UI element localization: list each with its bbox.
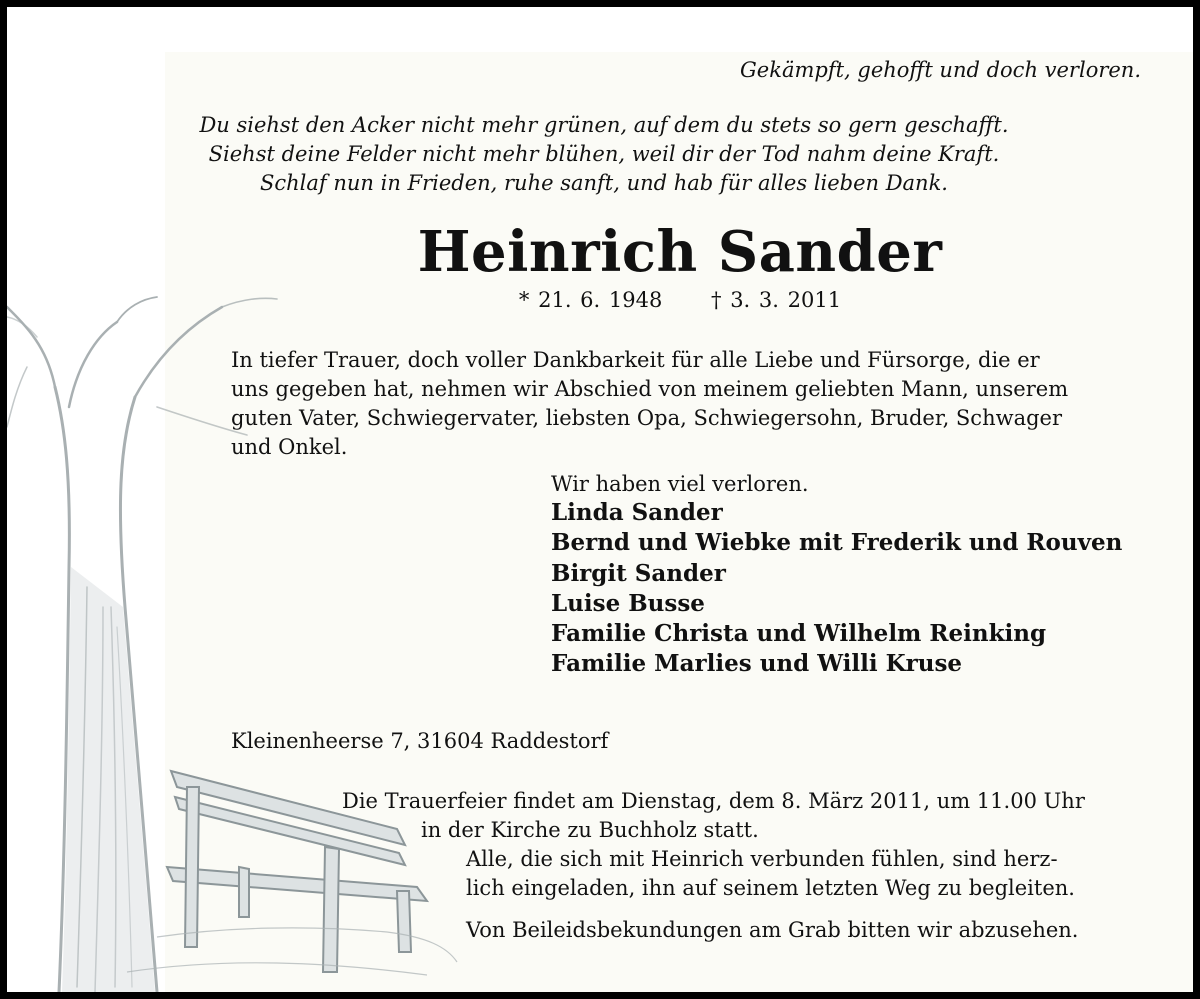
intro-line: und Onkel.: [231, 435, 348, 459]
mourners-list: [551, 498, 1122, 680]
mourner-name: Bernd und Wiebke mit Frederik und Rouven: [551, 529, 1123, 557]
poem-line: Du siehst den Acker nicht mehr grünen, auf dem du stets so gern geschafft.: [199, 113, 1009, 137]
intro-line: uns gegeben hat, nehmen wir Abschied von meinem geliebten Mann, unserem: [231, 377, 1069, 401]
lost-line: Wir haben viel verloren.: [551, 472, 809, 496]
motto-line: Gekämpft, gehofft und doch verloren.: [740, 58, 1141, 82]
birth-date: * 21. 6. 1948: [518, 288, 663, 312]
address: Kleinenheerse 7, 31604 Raddestorf: [231, 729, 609, 753]
mourner-name: Familie Marlies und Willi Kruse: [551, 650, 963, 678]
service-line: in der Kirche zu Buchholz statt.: [421, 818, 759, 842]
mourner-name: Birgit Sander: [551, 559, 726, 587]
intro-line: In tiefer Trauer, doch voller Dankbarkeit für alle Liebe und Fürsorge, die er: [231, 348, 1040, 372]
condolence-note: Von Beileidsbekundungen am Grab bitten wir abzusehen.: [466, 918, 1079, 942]
poem-line: Siehst deine Felder nicht mehr blühen, weil dir der Tod nahm deine Kraft.: [208, 142, 1000, 166]
deceased-name: Heinrich Sander: [417, 219, 943, 285]
service-line: lich eingeladen, ihn auf seinem letzten Weg zu begleiten.: [466, 876, 1075, 900]
life-dates: [165, 286, 1195, 315]
mourner-name: Familie Christa und Wilhelm Reinking: [551, 620, 1047, 648]
service-line: Die Trauerfeier findet am Dienstag, dem 8. März 2011, um 11.00 Uhr: [342, 789, 1085, 813]
intro-paragraph: [231, 346, 1068, 462]
poem: [169, 111, 1039, 198]
mourner-name: Luise Busse: [551, 589, 705, 617]
mourner-name: Linda Sander: [551, 499, 723, 526]
intro-line: guten Vater, Schwiegervater, liebsten Opa, Schwiegersohn, Bruder, Schwager: [231, 406, 1062, 430]
service-line: Alle, die sich mit Heinrich verbunden fühlen, sind herz-: [466, 847, 1058, 871]
death-date: † 3. 3. 2011: [711, 288, 842, 312]
poem-line: Schlaf nun in Frieden, ruhe sanft, und hab für alles lieben Dank.: [260, 171, 948, 195]
